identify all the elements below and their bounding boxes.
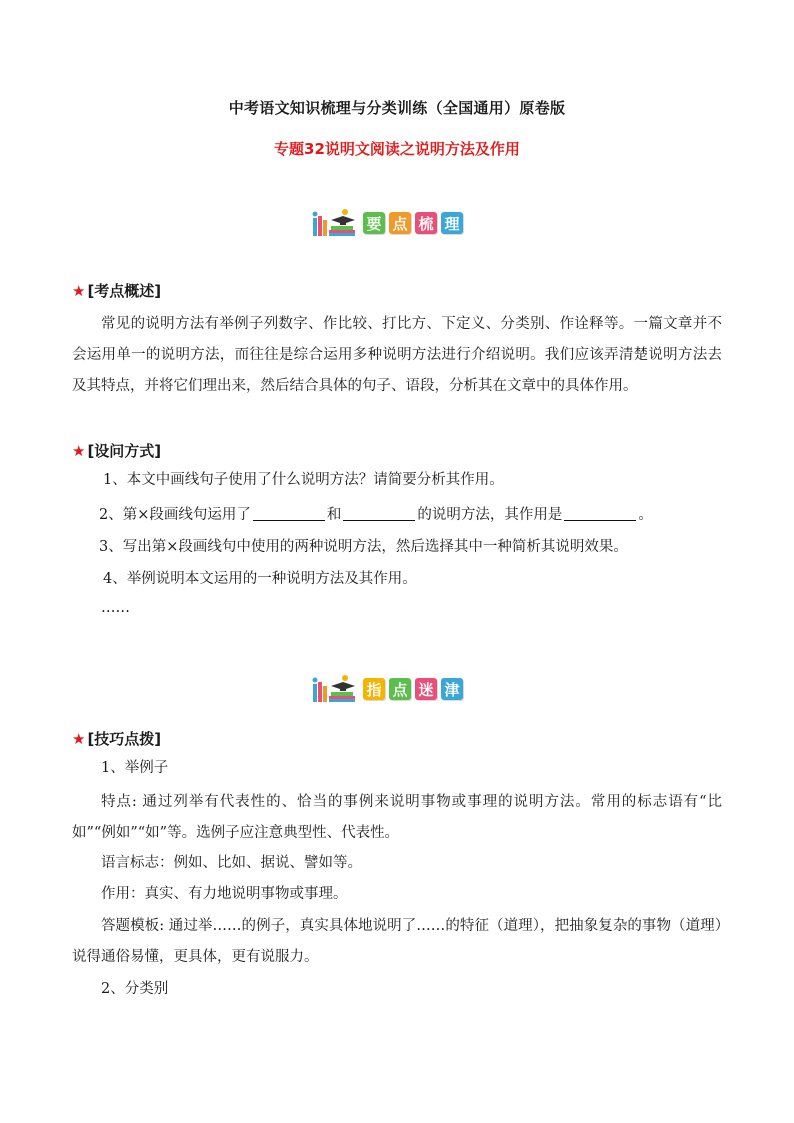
banner-char: 梳: [415, 212, 437, 234]
technique-1-markers: 语言标志：例如、比如、据说、譬如等。: [101, 855, 362, 871]
banner-char: 点: [389, 212, 411, 234]
heading-text: [设问方式]: [87, 442, 162, 460]
question-type-4: 4、举例说明本文运用的一种说明方法及其作用。: [103, 571, 417, 587]
section-heading-overview: [72, 280, 161, 301]
question-text: 。: [638, 507, 653, 523]
question-text: 2、第×段画线句运用了: [99, 507, 251, 523]
section-heading-techniques: [72, 728, 161, 749]
question-type-2: [99, 505, 653, 525]
banner-char: 点: [389, 678, 411, 700]
books-graduation-cap-icon: [309, 208, 359, 238]
section-banner-guidance: [309, 674, 467, 704]
question-type-3: 3、写出第×段画线句中使用的两种说明方法，然后选择其中一种简析其说明效果。: [99, 539, 628, 555]
technique-1-title: 1、举例子: [101, 760, 169, 776]
fill-blank: [564, 505, 636, 521]
banner-char: 理: [441, 212, 463, 234]
fill-blank: [343, 505, 415, 521]
document-title: 中考语文知识梳理与分类训练（全国通用）原卷版: [228, 99, 566, 117]
fill-blank: [253, 505, 325, 521]
technique-2-title: 2、分类别: [101, 981, 169, 997]
overview-paragraph: 常见的说明方法有举例子列数字、作比较、打比方、下定义、分类别、作诠释等。一篇文章并不会运用单一的说明方法，而往往是综合运用多种说明方法进行介绍说明。我们应该弄清楚说明方法去及其特点，并将它们理出来，然后结合具体的句子、语段，分析其在文章中的具体作用。: [72, 316, 722, 394]
banner-char: 要: [363, 212, 385, 234]
banner-char: 迷: [415, 678, 437, 700]
heading-text: [技巧点拨]: [87, 730, 162, 748]
banner-char: 津: [441, 678, 463, 700]
banner-char: 指: [363, 678, 385, 700]
technique-1-effect: 作用：真实、有力地说明事物或事理。: [101, 886, 348, 902]
books-graduation-cap-icon: [309, 674, 359, 704]
star-icon: ★: [72, 281, 86, 300]
question-text: 和: [326, 507, 342, 523]
star-icon: ★: [72, 729, 86, 748]
document-subtitle: 专题32说明文阅读之说明方法及作用: [274, 140, 520, 158]
question-text: 的说明方法，其作用是: [417, 507, 563, 523]
technique-1-feature: 特点: 通过列举有代表性的、恰当的事例来说明事物或事理的说明方法。常用的标志语有“比如”“例如”“如”等。选例子应注意典型性、代表性。: [72, 794, 722, 841]
section-banner-key-points: [309, 208, 467, 238]
section-heading-question-types: [72, 440, 161, 461]
technique-1-template: 答题模板: 通过举……的例子，真实具体地说明了……的特征（道理），把抽象复杂的事物（道理）说得通俗易懂，更具体，更有说服力。: [72, 918, 722, 965]
question-type-1: 1、本文中画线句子使用了什么说明方法？请简要分析其作用。: [103, 472, 504, 488]
ellipsis: ……: [101, 600, 130, 616]
heading-text: [考点概述]: [87, 282, 162, 300]
star-icon: ★: [72, 441, 86, 460]
